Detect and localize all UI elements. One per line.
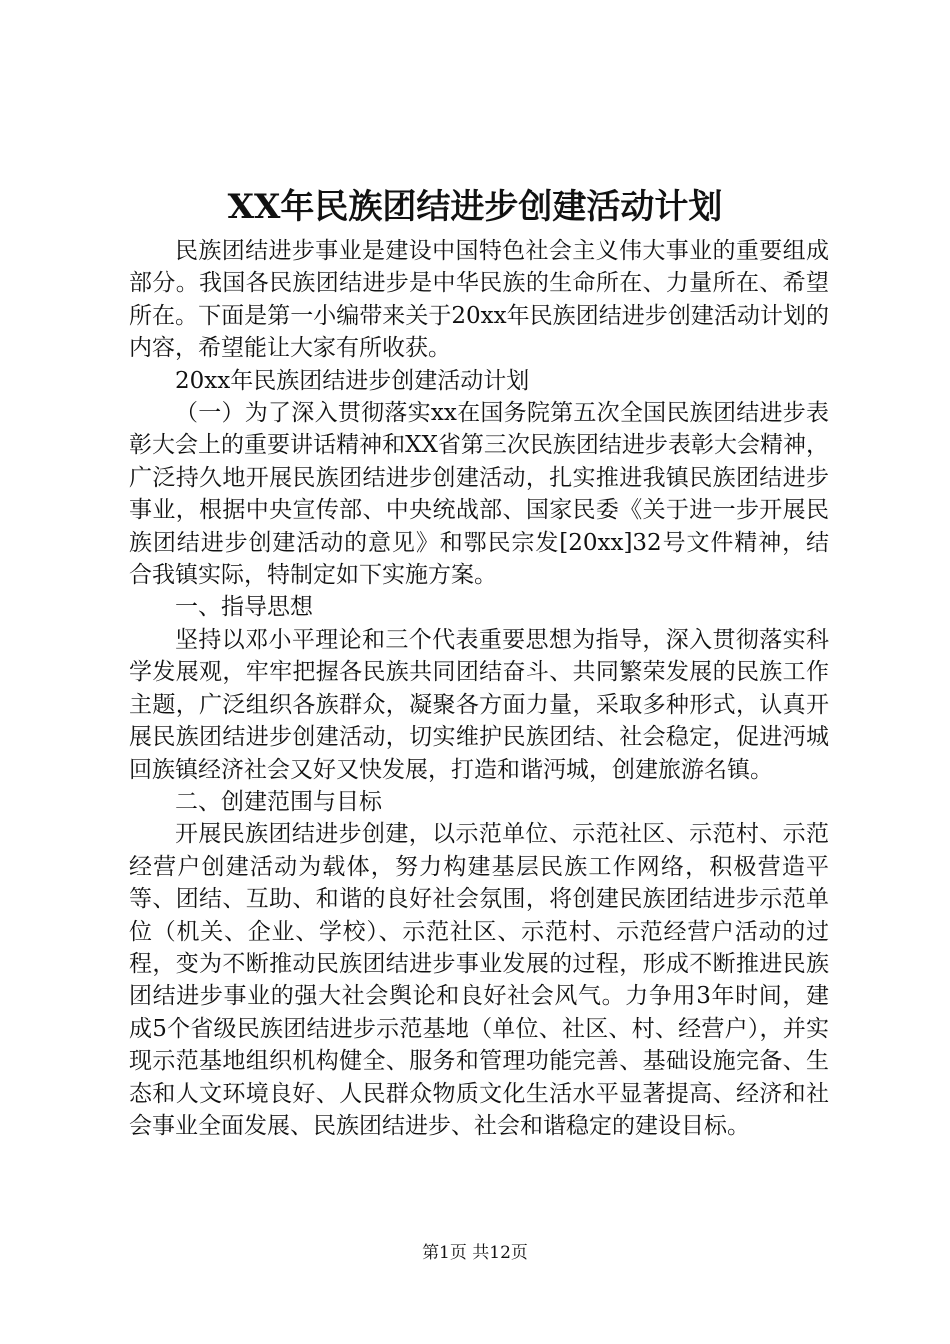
document-title: XX年民族团结进步创建活动计划	[227, 187, 723, 227]
section-heading-scope-goals: 二、创建范围与目标	[175, 788, 382, 815]
intro-paragraph: 民族团结进步事业是建设中国特色社会主义伟大事业的重要组成部分。我国各民族团结进步是中华民族的生命所在、力量所在、希望所在。下面是第一小编带来关于20xx年民族团结进步创建活动计划的内容，希望能让大家有所收获。	[129, 238, 829, 362]
section-intro-paragraph: （一）为了深入贯彻落实xx在国务院第五次全国民族团结进步表彰大会上的重要讲话精神和XX省第三次民族团结进步表彰大会精神，广泛持久地开展民族团结进步创建活动，扎实推进我镇民族团结进步事业，根据中央宣传部、中央统战部、国家民委《关于进一步开展民族团结进步创建活动的意见》和鄂民宗发[20xx]32号文件精神，结合我镇实际，特制定如下实施方案。	[129, 400, 829, 589]
plan-subtitle: 20xx年民族团结进步创建活动计划	[175, 367, 530, 394]
page-footer: 第1页 共12页	[422, 1243, 528, 1263]
guiding-ideology-paragraph: 坚持以邓小平理论和三个代表重要思想为指导，深入贯彻落实科学发展观，牢牢把握各民族共同团结奋斗、共同繁荣发展的民族工作主题，广泛组织各族群众，凝聚各方面力量，采取多种形式，认真开展民族团结进步创建活动，切实维护民族团结、社会稳定，促进沔城回族镇经济社会又好又快发展，打造和谐沔城，创建旅游名镇。	[129, 626, 829, 783]
section-heading-guiding-ideology: 一、指导思想	[175, 594, 313, 621]
scope-goals-paragraph: 开展民族团结进步创建，以示范单位、示范社区、示范村、示范经营户创建活动为载体，努力构建基层民族工作网络，积极营造平等、团结、互助、和谐的良好社会氛围，将创建民族团结进步示范单位（机关、企业、学校）、示范社区、示范村、示范经营户活动的过程，变为不断推动民族团结进步事业发展的过程，形成不断推进民族团结进步事业的强大社会舆论和良好社会风气。力争用3年时间，建成5个省级民族团结进步示范基地（单位、社区、村、经营户），并实现示范基地组织机构健全、服务和管理功能完善、基础设施完备、生态和人文环境良好、人民群众物质文化生活水平显著提高、经济和社会事业全面发展、民族团结进步、社会和谐稳定的建设目标。	[129, 821, 829, 1139]
document-body	[129, 235, 829, 1142]
